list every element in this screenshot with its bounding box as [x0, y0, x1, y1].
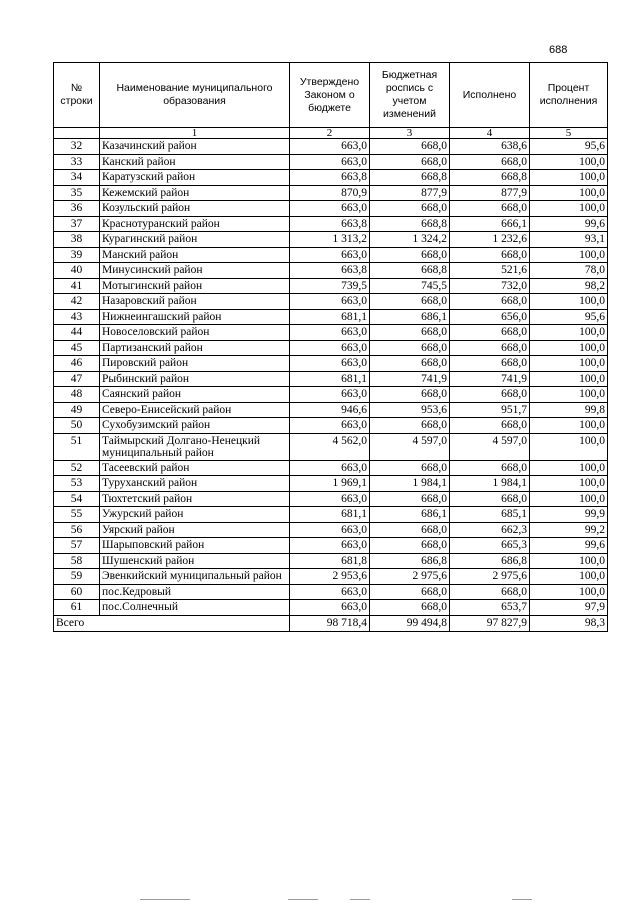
- row-number-cell: 44: [54, 325, 100, 341]
- percent-cell: 99,6: [530, 538, 608, 554]
- percent-cell: 100,0: [530, 569, 608, 585]
- budget-list-cell: 741,9: [370, 371, 450, 387]
- row-number-cell: 33: [54, 154, 100, 170]
- municipality-name-cell: Минусинский район: [100, 263, 290, 279]
- municipality-name-cell: Партизанский район: [100, 340, 290, 356]
- executed-cell: 668,0: [450, 387, 530, 403]
- header-row: [54, 63, 608, 128]
- budget-list-cell: 668,0: [370, 340, 450, 356]
- row-number-cell: 50: [54, 418, 100, 434]
- executed-cell: 668,0: [450, 491, 530, 507]
- column-number: 2: [290, 128, 370, 139]
- municipality-name-cell: Уярский район: [100, 522, 290, 538]
- percent-cell: 100,0: [530, 356, 608, 372]
- row-number-cell: 42: [54, 294, 100, 310]
- table-row: [54, 476, 608, 492]
- total-budget: 99 494,8: [370, 615, 450, 631]
- approved-cell: 663,0: [290, 356, 370, 372]
- budget-list-cell: 668,0: [370, 356, 450, 372]
- percent-cell: 100,0: [530, 553, 608, 569]
- row-number-cell: 51: [54, 433, 100, 460]
- table-row: [54, 584, 608, 600]
- municipality-name-cell: Новоселовский район: [100, 325, 290, 341]
- approved-cell: 663,0: [290, 387, 370, 403]
- budget-list-cell: 2 975,6: [370, 569, 450, 585]
- table-row: [54, 201, 608, 217]
- row-number-cell: 60: [54, 584, 100, 600]
- table-row: [54, 433, 608, 460]
- table-row: [54, 507, 608, 523]
- budget-list-cell: 1 324,2: [370, 232, 450, 248]
- municipality-name-cell: Рыбинский район: [100, 371, 290, 387]
- row-number-cell: 39: [54, 247, 100, 263]
- row-number-cell: 46: [54, 356, 100, 372]
- executed-cell: 668,0: [450, 154, 530, 170]
- municipality-name-cell: Шушенский район: [100, 553, 290, 569]
- budget-list-cell: 745,5: [370, 278, 450, 294]
- approved-cell: 1 313,2: [290, 232, 370, 248]
- municipality-name-cell: Тюхтетский район: [100, 491, 290, 507]
- municipality-name-cell: Курагинский район: [100, 232, 290, 248]
- budget-list-cell: 668,0: [370, 154, 450, 170]
- percent-cell: 99,9: [530, 507, 608, 523]
- approved-cell: 1 969,1: [290, 476, 370, 492]
- percent-cell: 95,6: [530, 309, 608, 325]
- executed-cell: 665,3: [450, 538, 530, 554]
- column-numbers-row: [54, 128, 608, 139]
- approved-cell: 663,8: [290, 170, 370, 186]
- budget-list-cell: 668,8: [370, 170, 450, 186]
- executed-cell: 1 984,1: [450, 476, 530, 492]
- table-row: [54, 263, 608, 279]
- row-number-cell: 49: [54, 402, 100, 418]
- table-row: [54, 170, 608, 186]
- row-number-cell: 47: [54, 371, 100, 387]
- municipality-name-cell: Эвенкийский муниципальный район: [100, 569, 290, 585]
- row-number-cell: 54: [54, 491, 100, 507]
- row-number-cell: 40: [54, 263, 100, 279]
- executed-cell: 685,1: [450, 507, 530, 523]
- approved-cell: 663,0: [290, 139, 370, 155]
- percent-cell: 98,2: [530, 278, 608, 294]
- column-number: 5: [530, 128, 608, 139]
- budget-list-cell: 668,0: [370, 491, 450, 507]
- approved-cell: 663,0: [290, 294, 370, 310]
- executed-cell: 951,7: [450, 402, 530, 418]
- percent-cell: 100,0: [530, 387, 608, 403]
- row-number-cell: 56: [54, 522, 100, 538]
- row-number-cell: 58: [54, 553, 100, 569]
- table-row: [54, 185, 608, 201]
- executed-cell: 668,0: [450, 247, 530, 263]
- budget-list-cell: 668,0: [370, 538, 450, 554]
- row-number-cell: 55: [54, 507, 100, 523]
- budget-list-cell: 686,8: [370, 553, 450, 569]
- table-row: [54, 491, 608, 507]
- approved-cell: 681,1: [290, 507, 370, 523]
- budget-list-cell: 668,8: [370, 216, 450, 232]
- approved-cell: 663,0: [290, 340, 370, 356]
- budget-list-cell: 953,6: [370, 402, 450, 418]
- table-row: [54, 600, 608, 616]
- row-number-cell: 48: [54, 387, 100, 403]
- table-row: [54, 460, 608, 476]
- header-approved: Утверждено Законом о бюджете: [290, 63, 370, 128]
- municipality-name-cell: Каратузский район: [100, 170, 290, 186]
- budget-list-cell: 1 984,1: [370, 476, 450, 492]
- table-row: [54, 538, 608, 554]
- percent-cell: 100,0: [530, 325, 608, 341]
- table-row: [54, 154, 608, 170]
- budget-list-cell: 668,0: [370, 600, 450, 616]
- budget-execution-table: [53, 62, 608, 632]
- municipality-name-cell: Краснотуранский район: [100, 216, 290, 232]
- approved-cell: 663,0: [290, 154, 370, 170]
- executed-cell: 668,0: [450, 294, 530, 310]
- total-label: Всего: [54, 615, 290, 631]
- percent-cell: 100,0: [530, 371, 608, 387]
- municipality-name-cell: пос.Кедровый: [100, 584, 290, 600]
- executed-cell: 877,9: [450, 185, 530, 201]
- approved-cell: 681,8: [290, 553, 370, 569]
- executed-cell: 668,0: [450, 356, 530, 372]
- budget-list-cell: 686,1: [370, 309, 450, 325]
- budget-list-cell: 686,1: [370, 507, 450, 523]
- percent-cell: 100,0: [530, 433, 608, 460]
- approved-cell: 4 562,0: [290, 433, 370, 460]
- budget-list-cell: 668,0: [370, 247, 450, 263]
- table-row: [54, 325, 608, 341]
- table-row: [54, 247, 608, 263]
- percent-cell: 97,9: [530, 600, 608, 616]
- budget-list-cell: 668,0: [370, 201, 450, 217]
- total-approved: 98 718,4: [290, 615, 370, 631]
- municipality-name-cell: Казачинский район: [100, 139, 290, 155]
- approved-cell: 681,1: [290, 309, 370, 325]
- row-number-cell: 43: [54, 309, 100, 325]
- executed-cell: 521,6: [450, 263, 530, 279]
- executed-cell: 732,0: [450, 278, 530, 294]
- budget-list-cell: 668,8: [370, 263, 450, 279]
- municipality-name-cell: Туруханский район: [100, 476, 290, 492]
- total-executed: 97 827,9: [450, 615, 530, 631]
- approved-cell: 663,0: [290, 201, 370, 217]
- municipality-name-cell: Назаровский район: [100, 294, 290, 310]
- budget-list-cell: 4 597,0: [370, 433, 450, 460]
- row-number-cell: 34: [54, 170, 100, 186]
- municipality-name-cell: Манский район: [100, 247, 290, 263]
- executed-cell: 666,1: [450, 216, 530, 232]
- table-row: [54, 340, 608, 356]
- executed-cell: 662,3: [450, 522, 530, 538]
- budget-list-cell: 668,0: [370, 387, 450, 403]
- municipality-name-cell: Нижнеингашский район: [100, 309, 290, 325]
- executed-cell: 668,0: [450, 340, 530, 356]
- executed-cell: 668,0: [450, 584, 530, 600]
- budget-list-cell: 668,0: [370, 522, 450, 538]
- footer-line: [350, 899, 370, 900]
- table-row: [54, 278, 608, 294]
- table-row: [54, 139, 608, 155]
- table-row: [54, 569, 608, 585]
- row-number-cell: 35: [54, 185, 100, 201]
- row-number-cell: 32: [54, 139, 100, 155]
- executed-cell: 2 975,6: [450, 569, 530, 585]
- table-row: [54, 294, 608, 310]
- table-row: [54, 371, 608, 387]
- municipality-name-cell: Северо-Енисейский район: [100, 402, 290, 418]
- approved-cell: 663,0: [290, 522, 370, 538]
- footer-line: [512, 899, 532, 900]
- percent-cell: 100,0: [530, 294, 608, 310]
- table-row: [54, 553, 608, 569]
- table-row: [54, 522, 608, 538]
- header-percent: Процент исполнения: [530, 63, 608, 128]
- percent-cell: 99,8: [530, 402, 608, 418]
- percent-cell: 100,0: [530, 201, 608, 217]
- row-number-cell: 37: [54, 216, 100, 232]
- table-row: [54, 402, 608, 418]
- executed-cell: 668,0: [450, 418, 530, 434]
- footer-line: [140, 899, 190, 900]
- approved-cell: 663,0: [290, 247, 370, 263]
- executed-cell: 656,0: [450, 309, 530, 325]
- approved-cell: 663,0: [290, 325, 370, 341]
- approved-cell: 663,8: [290, 263, 370, 279]
- row-number-cell: 59: [54, 569, 100, 585]
- municipality-name-cell: Канский район: [100, 154, 290, 170]
- executed-cell: 1 232,6: [450, 232, 530, 248]
- column-number: 3: [370, 128, 450, 139]
- approved-cell: 946,6: [290, 402, 370, 418]
- approved-cell: 870,9: [290, 185, 370, 201]
- percent-cell: 100,0: [530, 154, 608, 170]
- percent-cell: 95,6: [530, 139, 608, 155]
- percent-cell: 100,0: [530, 491, 608, 507]
- percent-cell: 78,0: [530, 263, 608, 279]
- executed-cell: 638,6: [450, 139, 530, 155]
- approved-cell: 663,0: [290, 584, 370, 600]
- municipality-name-cell: Пировский район: [100, 356, 290, 372]
- page-number: 688: [549, 44, 568, 56]
- header-executed: Исполнено: [450, 63, 530, 128]
- header-budget-list: Бюджетная роспись с учетом изменений: [370, 63, 450, 128]
- executed-cell: 741,9: [450, 371, 530, 387]
- executed-cell: 4 597,0: [450, 433, 530, 460]
- header-municipality-name: Наименование муниципального образования: [100, 63, 290, 128]
- table-row: [54, 356, 608, 372]
- municipality-name-cell: Козульский район: [100, 201, 290, 217]
- municipality-name-cell: Саянский район: [100, 387, 290, 403]
- total-row: [54, 615, 608, 631]
- executed-cell: 653,7: [450, 600, 530, 616]
- row-number-cell: 52: [54, 460, 100, 476]
- executed-cell: 686,8: [450, 553, 530, 569]
- table-row: [54, 232, 608, 248]
- budget-list-cell: 668,0: [370, 139, 450, 155]
- percent-cell: 100,0: [530, 185, 608, 201]
- column-number: 1: [100, 128, 290, 139]
- municipality-name-cell: Таймырский Долгано-Ненецкий муниципальный район: [100, 433, 290, 460]
- percent-cell: 100,0: [530, 340, 608, 356]
- table-row: [54, 216, 608, 232]
- percent-cell: 100,0: [530, 584, 608, 600]
- municipality-name-cell: Тасеевский район: [100, 460, 290, 476]
- row-number-cell: 57: [54, 538, 100, 554]
- approved-cell: 663,0: [290, 538, 370, 554]
- approved-cell: 2 953,6: [290, 569, 370, 585]
- approved-cell: 663,0: [290, 418, 370, 434]
- percent-cell: 100,0: [530, 476, 608, 492]
- approved-cell: 739,5: [290, 278, 370, 294]
- executed-cell: 668,8: [450, 170, 530, 186]
- approved-cell: 663,0: [290, 491, 370, 507]
- table-row: [54, 387, 608, 403]
- percent-cell: 100,0: [530, 170, 608, 186]
- percent-cell: 100,0: [530, 418, 608, 434]
- municipality-name-cell: Шарыповский район: [100, 538, 290, 554]
- row-number-cell: 45: [54, 340, 100, 356]
- budget-list-cell: 668,0: [370, 325, 450, 341]
- header-row-number: № строки: [54, 63, 100, 128]
- row-number-cell: 36: [54, 201, 100, 217]
- percent-cell: 99,6: [530, 216, 608, 232]
- approved-cell: 663,8: [290, 216, 370, 232]
- budget-list-cell: 668,0: [370, 294, 450, 310]
- budget-list-cell: 668,0: [370, 584, 450, 600]
- table-row: [54, 418, 608, 434]
- municipality-name-cell: пос.Солнечный: [100, 600, 290, 616]
- executed-cell: 668,0: [450, 325, 530, 341]
- percent-cell: 99,2: [530, 522, 608, 538]
- municipality-name-cell: Мотыгинский район: [100, 278, 290, 294]
- municipality-name-cell: Ужурский район: [100, 507, 290, 523]
- percent-cell: 100,0: [530, 460, 608, 476]
- approved-cell: 663,0: [290, 460, 370, 476]
- municipality-name-cell: Кежемский район: [100, 185, 290, 201]
- footer-line: [288, 899, 318, 900]
- budget-list-cell: 877,9: [370, 185, 450, 201]
- percent-cell: 100,0: [530, 247, 608, 263]
- executed-cell: 668,0: [450, 460, 530, 476]
- percent-cell: 93,1: [530, 232, 608, 248]
- row-number-cell: 61: [54, 600, 100, 616]
- row-number-cell: 41: [54, 278, 100, 294]
- municipality-name-cell: Сухобузимский район: [100, 418, 290, 434]
- executed-cell: 668,0: [450, 201, 530, 217]
- total-percent: 98,3: [530, 615, 608, 631]
- table-row: [54, 309, 608, 325]
- approved-cell: 663,0: [290, 600, 370, 616]
- budget-list-cell: 668,0: [370, 418, 450, 434]
- column-number: 4: [450, 128, 530, 139]
- row-number-cell: 38: [54, 232, 100, 248]
- approved-cell: 681,1: [290, 371, 370, 387]
- budget-list-cell: 668,0: [370, 460, 450, 476]
- column-number-blank: [54, 128, 100, 139]
- row-number-cell: 53: [54, 476, 100, 492]
